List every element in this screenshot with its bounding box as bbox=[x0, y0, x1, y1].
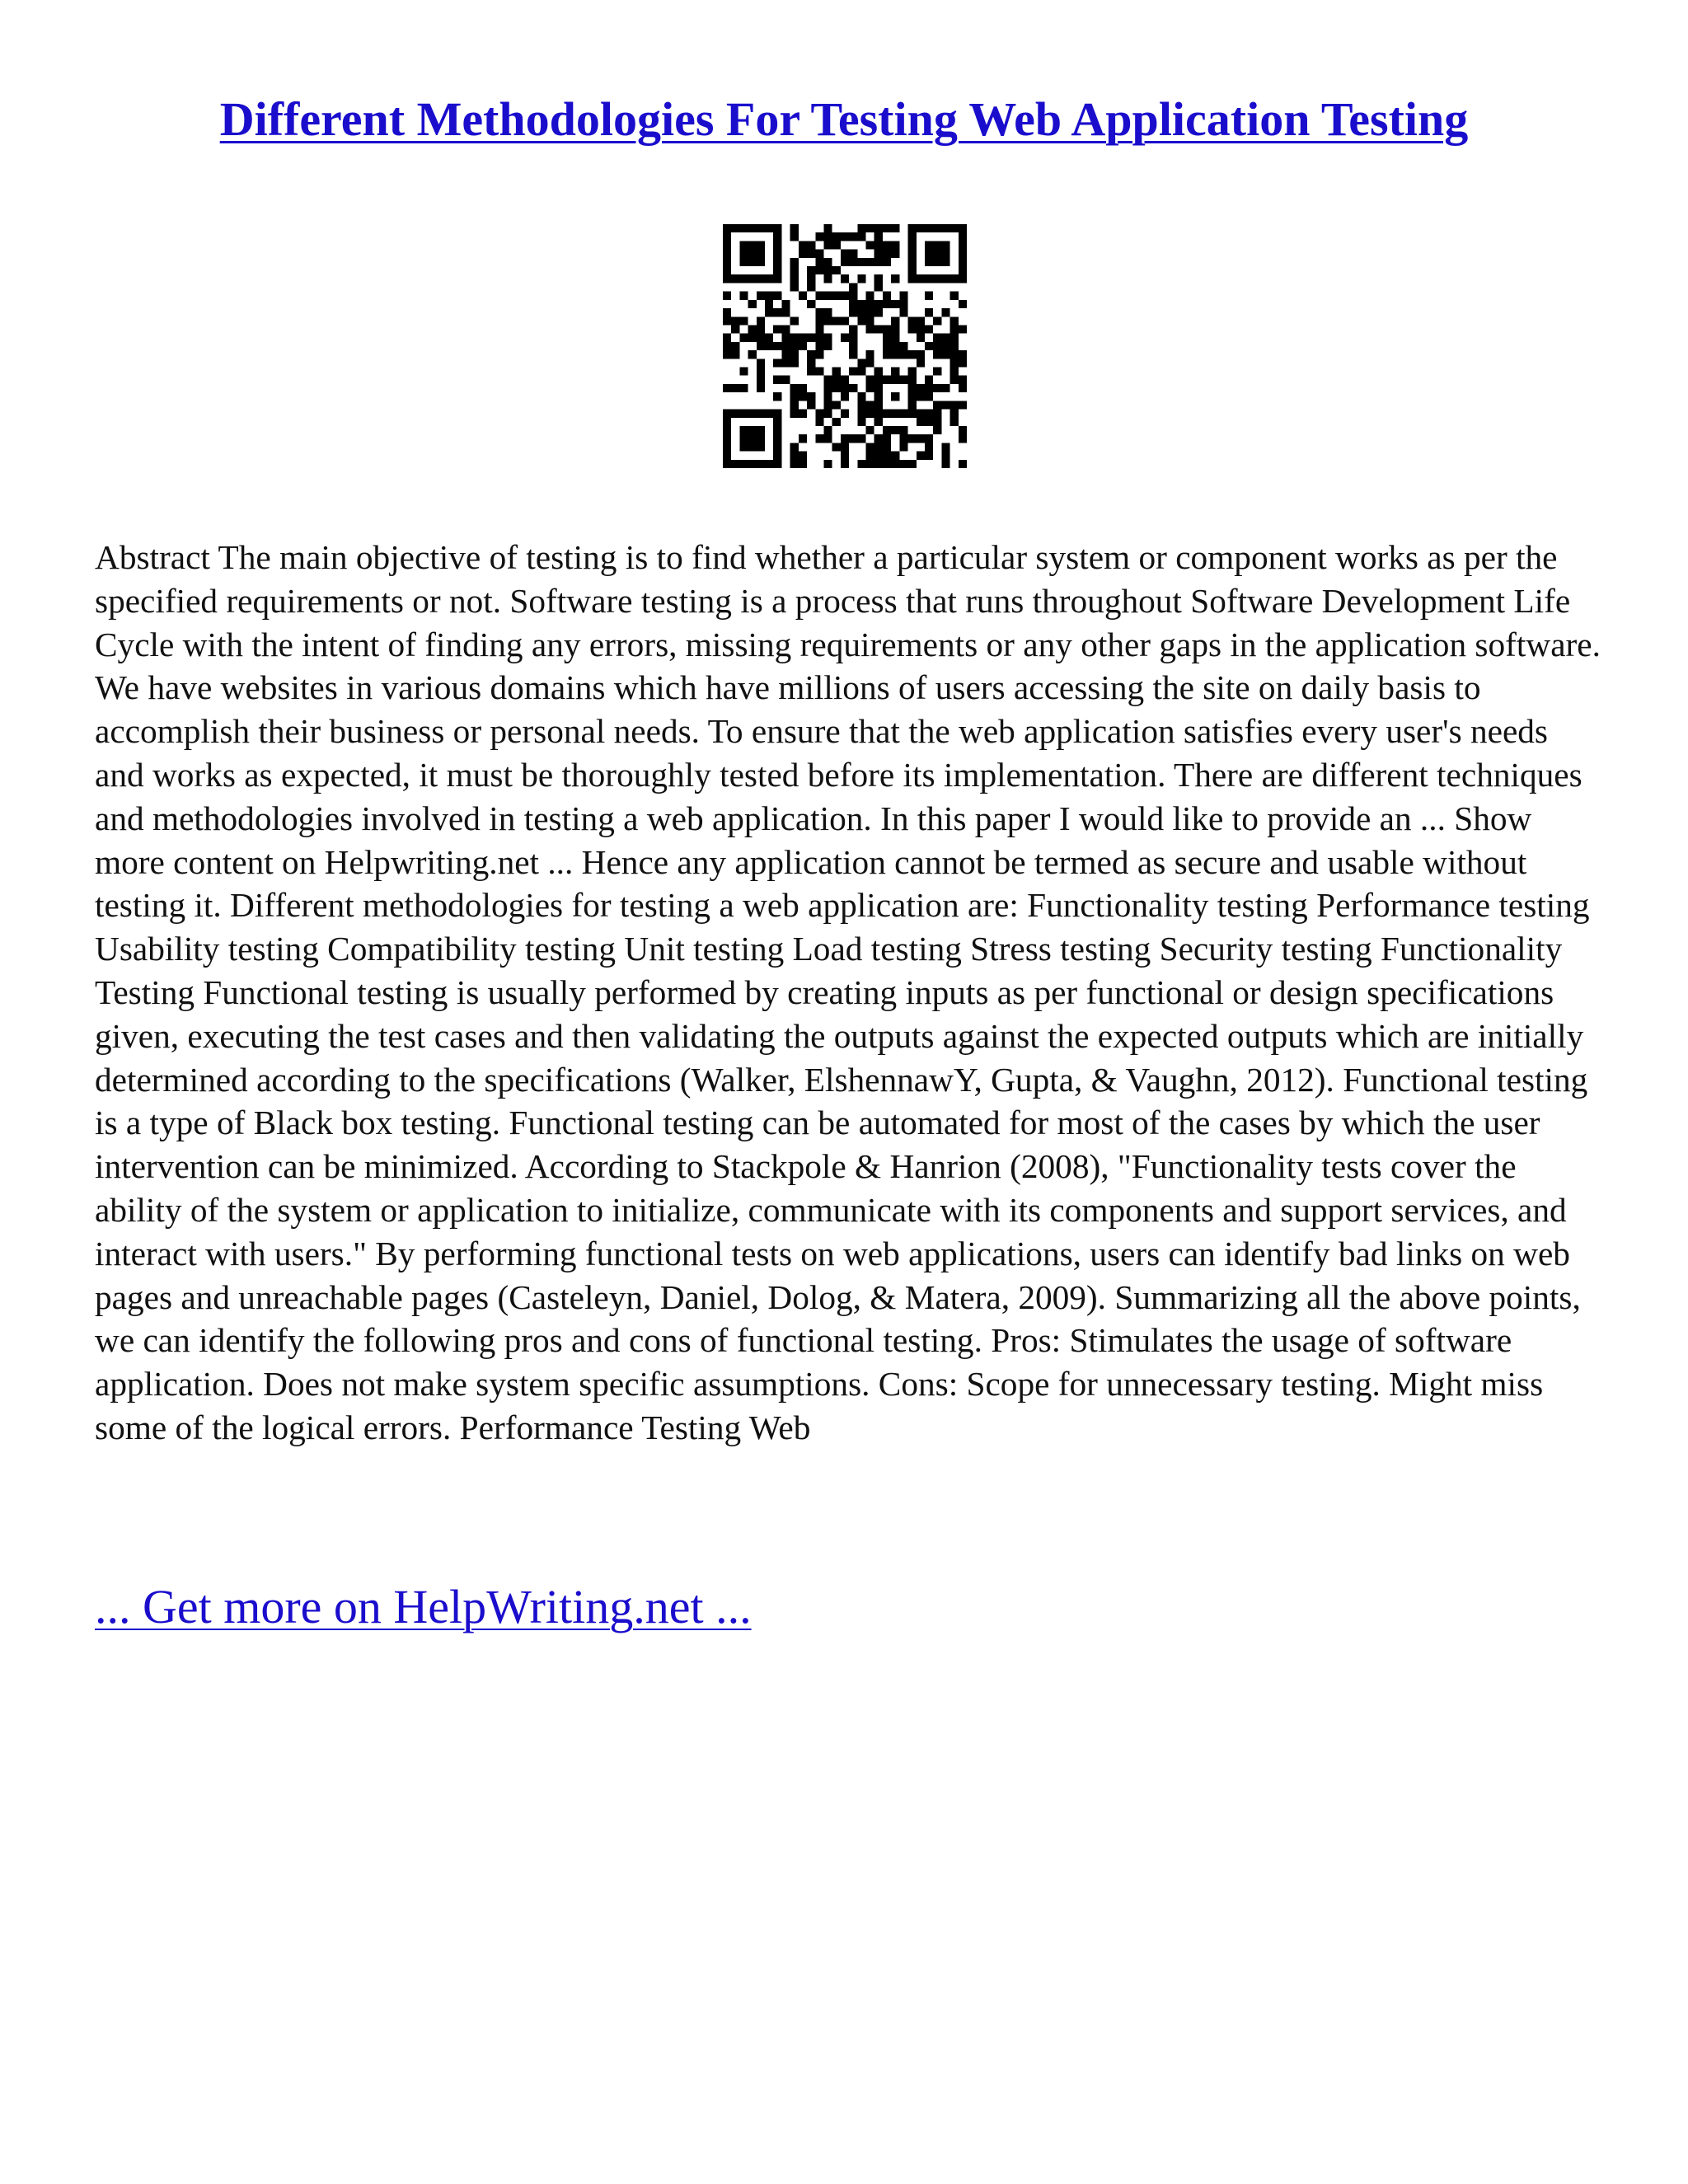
qr-code-icon bbox=[723, 224, 967, 468]
abstract-text: Abstract The main objective of testing is to find whether a particular system or component works as per the specified requirements or not. Software testing is a process that runs throughout Software Development Life Cycle with the intent of finding any errors, missing requirements or any other gaps in the application software. We have websites in various domains which have millions of users accessing the site on daily basis to accomplish their business or personal needs. To ensure that the web application satisfies every user's needs and works as expected, it must be thoroughly tested before its implementation. There are different techniques and methodologies involved in testing a web application. In this paper I would like to provide an ... Show more content on Helpwriting.net ... Hence any application cannot be termed as secure and usable without testing it. Different methodologies for testing a web application are: Functionality testing Performance testing Usability testing Compatibility testing Unit testing Load testing Stress testing Security testing Functionality Testing Functional testing is usually performed by creating inputs as per functional or design specifications given, executing the test cases and then validating the outputs against the expected outputs which are initially determined according to the specifications (Walker, ElshennawY, Gupta, & Vaughn, 2012). Functional testing is a type of Black box testing. Functional testing can be automated for most of the cases by which the user intervention can be minimized. According to Stackpole & Hanrion (2008), "Functionality tests cover the ability of the system or application to initialize, communicate with its components and support services, and interact with users." By performing functional tests on web applications, users can identify bad links on web pages and unreachable pages (Casteleyn, Daniel, Dolog, & Matera, 2009). Summarizing all the above points, we can identify the following pros and cons of functional testing. Pros: Stimulates the usage of software application. Does not make system specific assumptions. Cons: Scope for unnecessary testing. Might miss some of the logical errors. Performance Testing Web bbox=[95, 538, 1601, 1446]
document-title-link[interactable]: Different Methodologies For Testing Web Application Testing bbox=[219, 92, 1469, 146]
get-more-link[interactable]: ... Get more on HelpWriting.net ... bbox=[95, 1580, 752, 1633]
